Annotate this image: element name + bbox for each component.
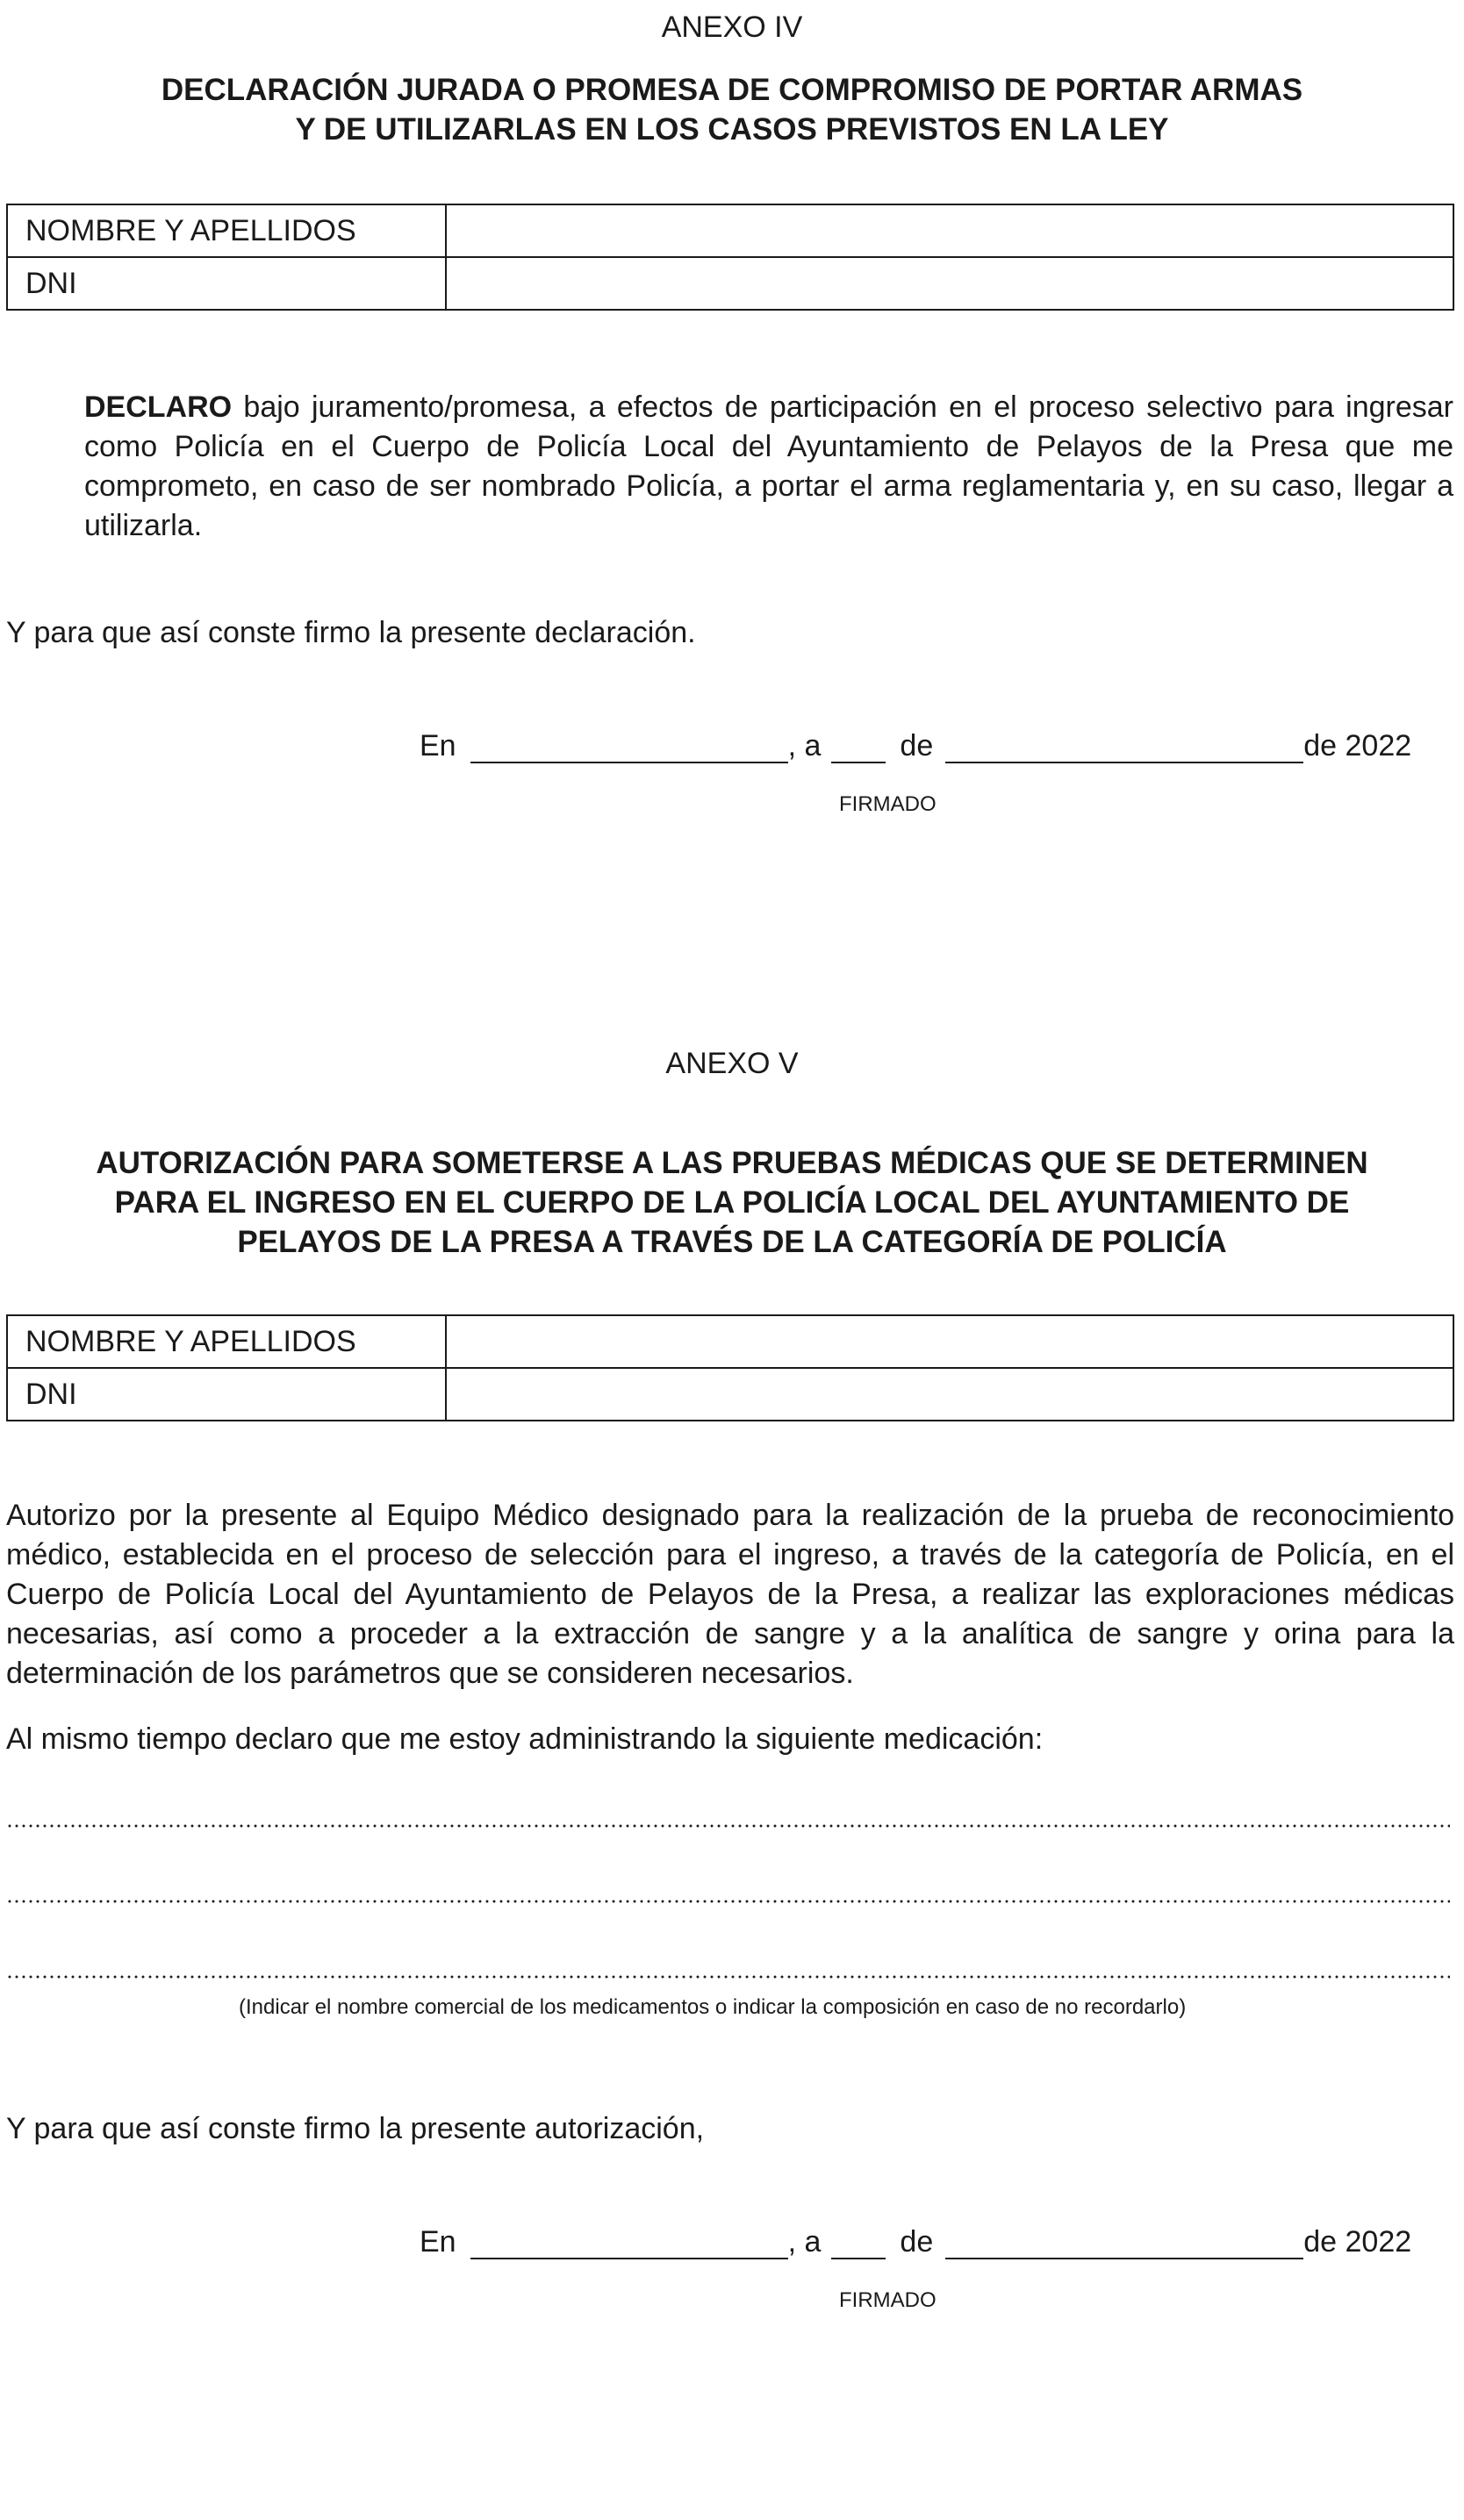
annex-v-authorization: Autorizo por la presente al Equipo Médico designado para la realización de la prueba de reconocimiento médico, establecida en el proceso de selección para el ingreso, a través de la categoría de Policía, en el Cuerpo de Policía Local del Ayuntamiento de Pelayos de la Presa, a realizar las exploraciones médicas necesarias, así como a proceder a la extracción de sangre y a la analítica de sangre y orina para la determinación de los parámetros que se consideren necesarios. — [6, 1499, 1454, 1690]
annex-v-medication-intro: Al mismo tiempo declaro que me estoy administrando la siguiente medicación: — [6, 1722, 1044, 1756]
annex-v-heading — [0, 1143, 1464, 1262]
date-a-label: , a — [787, 2225, 822, 2259]
annex-v-identity-table — [6, 1314, 1454, 1421]
date-place-blank[interactable] — [470, 734, 788, 763]
medication-line-3[interactable] — [6, 1975, 1450, 1979]
annex-v-heading-line-1: AUTORIZACIÓN PARA SOMETERSE A LAS PRUEBAS MÉDICAS QUE SE DETERMINEN — [96, 1146, 1368, 1180]
date-a-label: , a — [787, 729, 822, 762]
name-label: NOMBRE Y APELLIDOS — [7, 204, 446, 257]
annex-v-date-line — [420, 2221, 1411, 2259]
annex-iv-closing: Y para que así conste firmo la presente declaración. — [6, 616, 696, 649]
dni-field[interactable] — [446, 1368, 1453, 1421]
date-month-blank[interactable] — [945, 734, 1303, 763]
dni-label: DNI — [7, 1368, 446, 1421]
dni-field[interactable] — [446, 257, 1453, 310]
date-month-blank[interactable] — [945, 2230, 1303, 2259]
annex-iv-title: ANEXO IV — [661, 11, 803, 44]
dni-label: DNI — [7, 257, 446, 310]
date-year-label: de 2022 — [1303, 729, 1412, 762]
date-de-label: de — [900, 2225, 934, 2259]
annex-iv-heading-line-1: DECLARACIÓN JURADA O PROMESA DE COMPROMISO DE PORTAR ARMAS — [161, 73, 1303, 107]
name-field[interactable] — [446, 204, 1453, 257]
date-day-blank[interactable] — [831, 2230, 886, 2259]
annex-v-heading-line-2: PARA EL INGRESO EN EL CUERPO DE LA POLICÍA LOCAL DEL AYUNTAMIENTO DE — [114, 1185, 1350, 1220]
date-de-label: de — [900, 729, 934, 762]
annex-v-heading-line-3: PELAYOS DE LA PRESA A TRAVÉS DE LA CATEGORÍA DE POLICÍA — [237, 1225, 1227, 1259]
annex-v-medication-note: (Indicar el nombre comercial de los medicamentos o indicar la composición en caso de no recordarlo) — [239, 1995, 1187, 2019]
declaration-keyword: DECLARO — [84, 390, 233, 424]
name-field[interactable] — [446, 1315, 1453, 1368]
date-day-blank[interactable] — [831, 734, 886, 763]
annex-v-signed-label: FIRMADO — [839, 2288, 937, 2312]
annex-v-title: ANEXO V — [665, 1047, 799, 1080]
medication-line-1[interactable] — [6, 1824, 1450, 1828]
medication-line-2[interactable] — [6, 1900, 1450, 1903]
name-label: NOMBRE Y APELLIDOS — [7, 1315, 446, 1368]
annex-iv-heading — [0, 70, 1464, 149]
annex-iv-signed-label: FIRMADO — [839, 792, 937, 816]
date-en-label: En — [420, 729, 456, 762]
annex-iv-identity-table — [6, 204, 1454, 311]
annex-iv-date-line — [420, 725, 1411, 763]
annex-v-closing: Y para que así conste firmo la presente autorización, — [6, 2112, 705, 2145]
date-year-label: de 2022 — [1303, 2225, 1412, 2259]
declaration-text: bajo juramento/promesa, a efectos de participación en el proceso selectivo para ingresar como Policía en el Cuerpo de Policía Local del Ayuntamiento de Pelayos de la Presa que me comprometo, en caso de ser nombrado Policía, a portar el arma reglamentaria y, en su caso, llegar a utilizarla. — [84, 390, 1453, 542]
date-en-label: En — [420, 2225, 456, 2259]
annex-iv-heading-line-2: Y DE UTILIZARLAS EN LOS CASOS PREVISTOS EN LA LEY — [295, 112, 1169, 147]
date-place-blank[interactable] — [470, 2230, 788, 2259]
annex-iv-declaration — [84, 388, 1453, 546]
